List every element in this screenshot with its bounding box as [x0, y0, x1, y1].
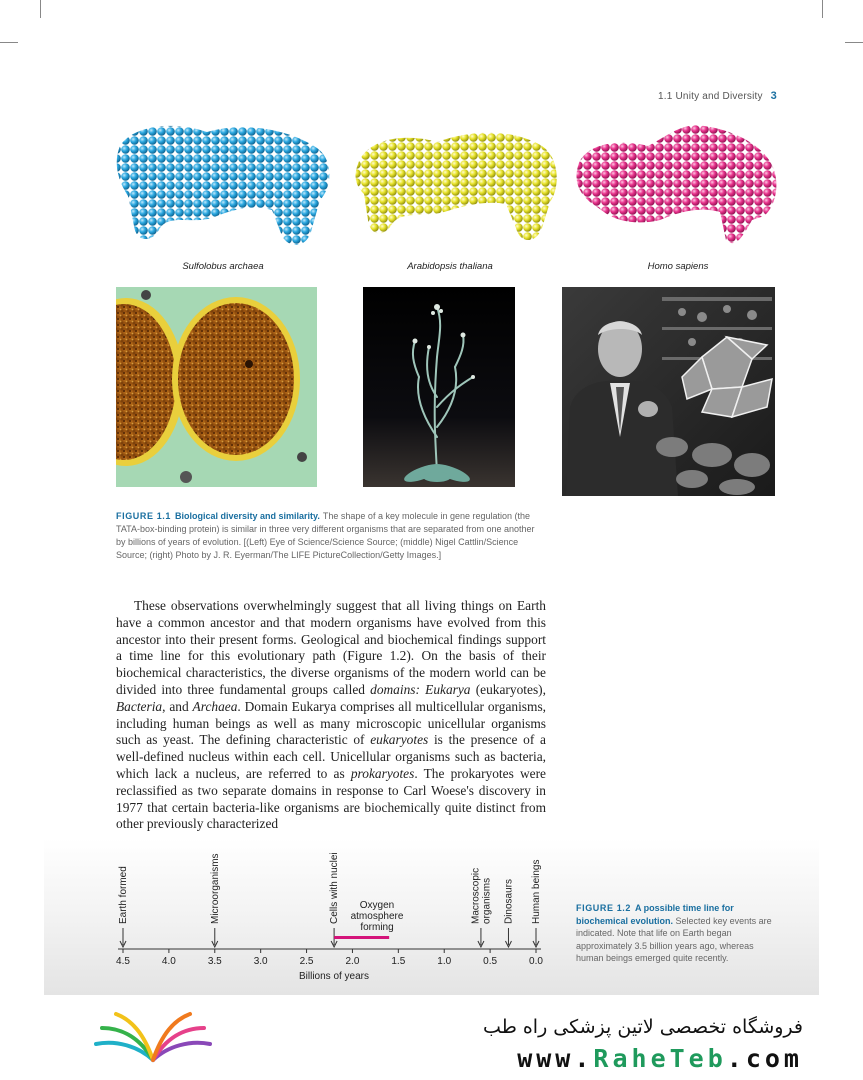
event-label: Cells with nuclei — [329, 852, 341, 924]
body-text-run: . Domain Eukarya comprises all multicellular organisms, including human beings as well as many microscopic unicellular organisms such as yeast. The defining characteristic of — [116, 698, 546, 748]
oxygen-bar — [334, 936, 389, 939]
figure-1-1-caption — [116, 510, 546, 562]
oxygen-label-line3: forming — [360, 922, 394, 933]
store-name: فروشگاه تخصصی لاتین پزشکی راه طب — [483, 1016, 803, 1038]
term-eukarya: Eukarya — [425, 681, 471, 697]
tick-label: 0.5 — [483, 956, 498, 967]
term-eukaryotes: eukaryotes — [370, 732, 429, 748]
molecule-label: Homo sapiens — [647, 261, 709, 272]
molecule-homo-sapiens — [574, 116, 779, 256]
event-label: Microorganisms — [209, 853, 221, 924]
figure-number: FIGURE 1.1 — [116, 511, 172, 521]
body-text-run: These observations overwhelmingly suggest that all living things on Earth have a common ancestor and that modern organisms have evolved from this ancestor into their present forms. Geological and biochemical findings support a time line for this evolutionary path (Figure 1.2). On the basis of their biochemical characteristics, the diverse organisms of the modern world can be divided into three fundamental groups called — [116, 598, 546, 697]
tick-label: 2.0 — [345, 956, 360, 967]
event-label: Earth formed — [118, 866, 129, 924]
url-brand: RaheTeb — [593, 1044, 727, 1073]
running-header — [658, 90, 777, 102]
tick-label: 4.0 — [161, 956, 176, 967]
figure-title: A possible time line for biochemical evolution. — [576, 903, 734, 926]
tick-label: 3.0 — [253, 956, 268, 967]
oxygen-label-line2: atmosphere — [350, 911, 404, 922]
tick-label: 2.5 — [299, 956, 314, 967]
oxygen-label-line1: Oxygen — [359, 900, 395, 911]
crop-mark — [40, 0, 41, 18]
figure-title: Biological diversity and similarity. — [175, 511, 320, 521]
url-suffix: .com — [726, 1044, 803, 1073]
section-title: 1.1 Unity and Diversity — [658, 91, 763, 102]
term-prokaryotes: prokaryotes — [350, 765, 415, 781]
tick-label: 1.5 — [391, 956, 406, 967]
event-label: organisms — [481, 877, 493, 924]
term-bacteria: Bacteria — [116, 698, 163, 714]
event-label: Human beings — [531, 859, 542, 924]
open-book-logo — [88, 1010, 218, 1065]
term-domains: domains: — [370, 681, 420, 697]
event-label: Macroscopic — [470, 867, 482, 924]
body-text-run: (eukaryotes), — [475, 681, 546, 697]
tick-label: 0.0 — [529, 956, 543, 967]
molecule-label: Arabidopsis thaliana — [407, 261, 493, 272]
photo-arabidopsis-plant — [363, 287, 515, 487]
photo-scientist-with-model — [562, 287, 775, 496]
event-label: Dinosaurs — [503, 878, 515, 924]
photo-archaea-micrograph — [116, 287, 317, 487]
figure-text: Selected key events are indicated. Note that life on Earth began approximately 3.5 billion years ago, whereas human beings emerged quite recently. — [576, 915, 772, 963]
figure-1-2-caption — [576, 902, 776, 965]
body-text-run: is the presence of a well-defined nucleus within each cell. Unicellular organisms such as bacteria, which lack a nucleus, are referred to as — [116, 732, 546, 781]
body-text-run: , and — [162, 698, 189, 714]
store-url — [517, 1044, 803, 1073]
body-paragraph — [116, 598, 546, 833]
molecule-arabidopsis — [352, 124, 562, 249]
axis-label: Billions of years — [298, 971, 370, 982]
molecule-label: Sulfolobus archaea — [182, 261, 264, 272]
molecule-sulfolobus — [112, 118, 337, 258]
crop-mark — [822, 0, 823, 18]
tick-label: 1.0 — [437, 956, 452, 967]
term-archaea: Archaea — [192, 698, 238, 714]
figure-number: FIGURE 1.2 — [576, 903, 632, 913]
url-prefix: www. — [517, 1044, 594, 1073]
figure-text: The shape of a key molecule in gene regulation (the TATA-box-binding protein) is similar in three very different organisms that are separated from one another by billions of years of evolution. [(Left) Eye of Science/Science Source; (middle) Nigel Cattlin/Science Source; (right) Photo by J. R. Eyerman/The LIFE PictureCollection/Getty Images.] — [116, 511, 535, 560]
page-number: 3 — [770, 90, 777, 102]
tick-label: 3.5 — [207, 956, 222, 967]
crop-mark — [845, 42, 863, 43]
crop-mark — [0, 42, 18, 43]
tick-label: 4.5 — [116, 956, 130, 967]
body-text-run: . The prokaryotes were reclassified as two separate domains in response to Carl Woese's discovery in 1977 that certain bacteria-like organisms are biochemically quite distinct from other previously characterized — [116, 765, 546, 832]
